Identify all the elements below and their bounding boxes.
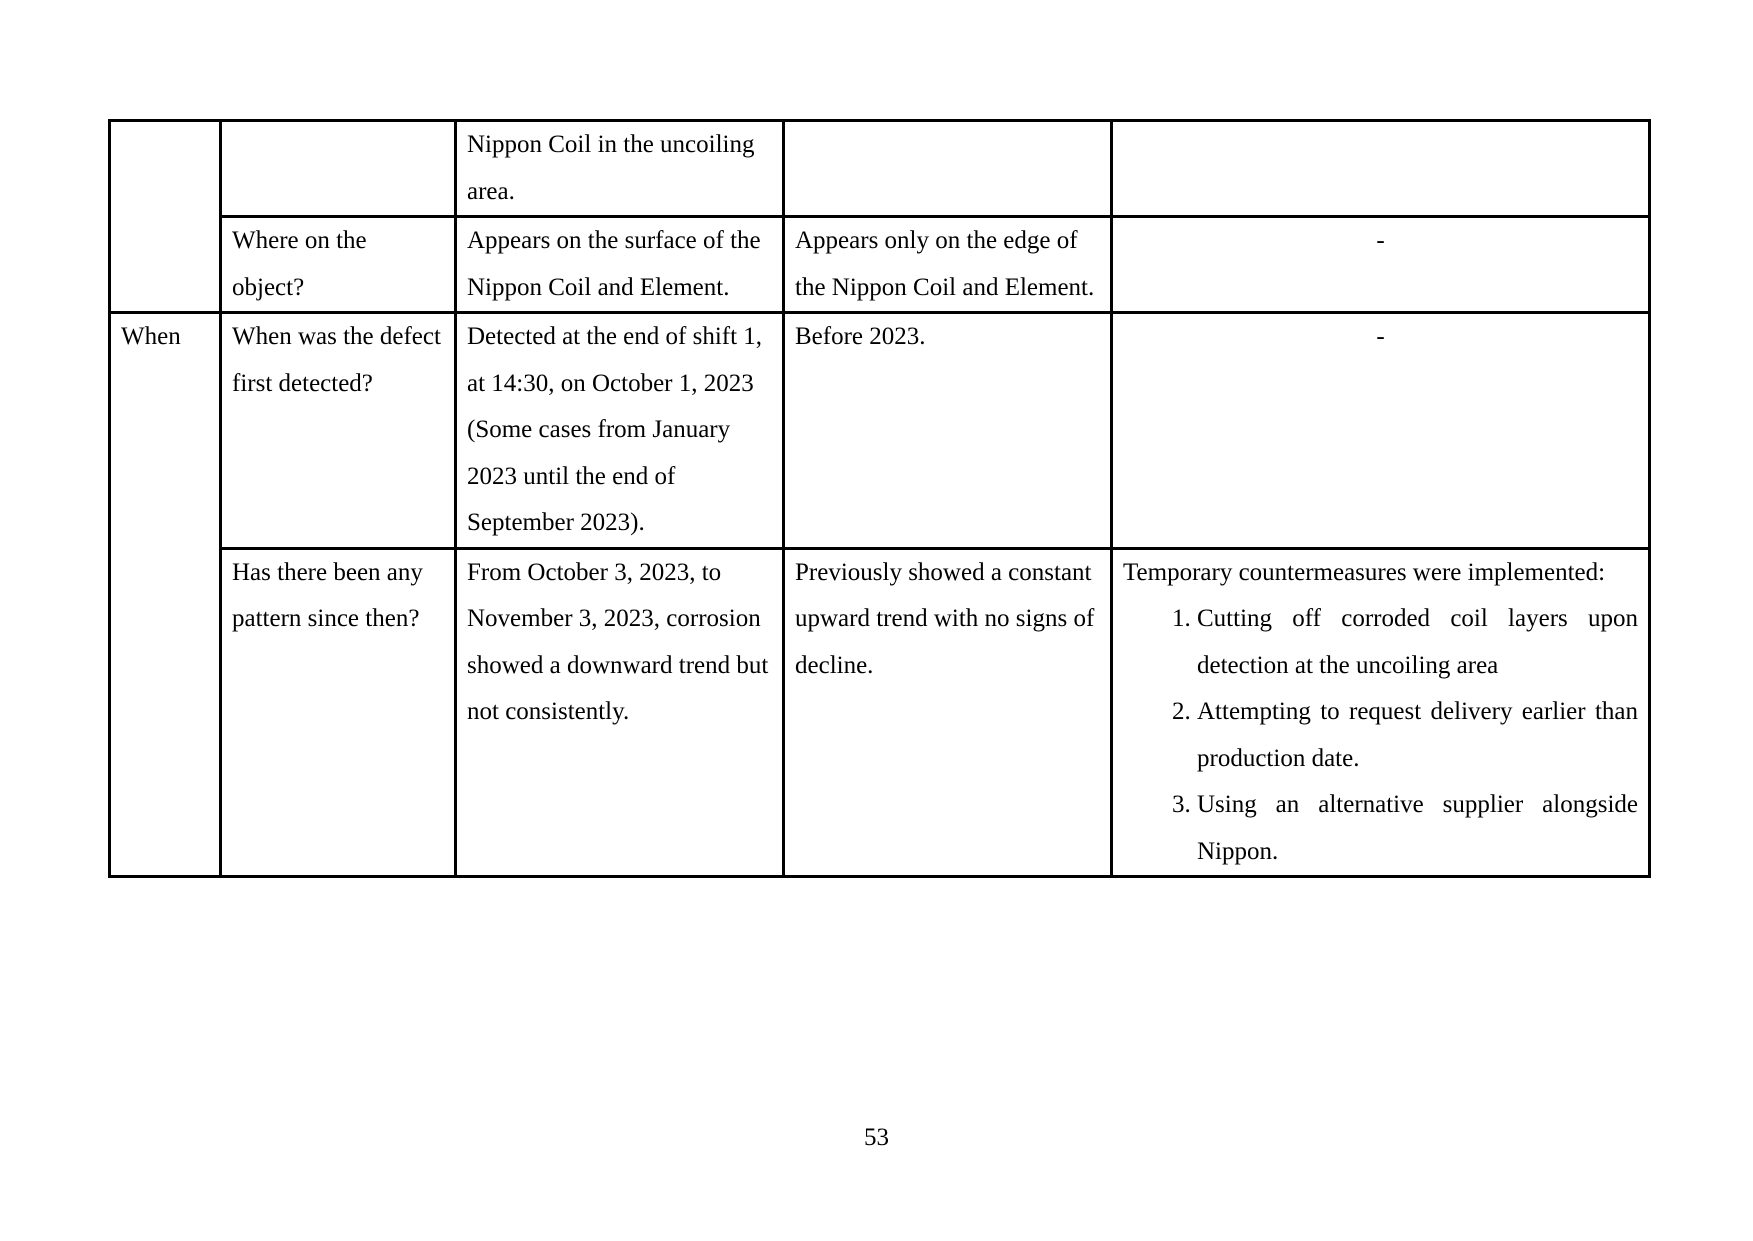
is-cell: Detected at the end of shift 1, at 14:30, on October 1, 2023 (Some cases from January 2023 until the end of September 2023). bbox=[456, 313, 784, 549]
remarks-cell bbox=[1112, 548, 1650, 877]
question-cell: Where on the object? bbox=[221, 217, 456, 313]
question-cell: When was the defect first detected? bbox=[221, 313, 456, 549]
remarks-intro: Temporary countermeasures were implemented: bbox=[1123, 558, 1606, 586]
remarks-cell: - bbox=[1112, 217, 1650, 313]
is-not-cell: Previously showed a constant upward trend with no signs of decline. bbox=[784, 548, 1112, 877]
table-row bbox=[110, 548, 1650, 877]
list-item: 1. Cutting off corroded coil layers upon detection at the uncoiling area bbox=[1197, 596, 1638, 689]
is-not-cell: Before 2023. bbox=[784, 313, 1112, 549]
list-item: 2. Attempting to request delivery earlier than production date. bbox=[1197, 689, 1638, 782]
is-not-cell bbox=[784, 121, 1112, 217]
category-cell bbox=[110, 121, 221, 313]
problem-analysis-table bbox=[108, 119, 1651, 878]
countermeasure-list bbox=[1123, 596, 1638, 875]
is-not-cell: Appears only on the edge of the Nippon Coil and Element. bbox=[784, 217, 1112, 313]
page-number: 53 bbox=[864, 1124, 889, 1151]
is-cell: Nippon Coil in the uncoiling area. bbox=[456, 121, 784, 217]
remarks-cell: - bbox=[1112, 313, 1650, 549]
table-row bbox=[110, 313, 1650, 549]
is-cell: Appears on the surface of the Nippon Coil and Element. bbox=[456, 217, 784, 313]
table-row bbox=[110, 217, 1650, 313]
question-cell bbox=[221, 121, 456, 217]
is-cell: From October 3, 2023, to November 3, 2023, corrosion showed a downward trend but not consistently. bbox=[456, 548, 784, 877]
remarks-cell bbox=[1112, 121, 1650, 217]
list-item: 3. Using an alternative supplier alongside Nippon. bbox=[1197, 782, 1638, 875]
question-cell: Has there been any pattern since then? bbox=[221, 548, 456, 877]
table-row bbox=[110, 121, 1650, 217]
category-cell: When bbox=[110, 313, 221, 877]
